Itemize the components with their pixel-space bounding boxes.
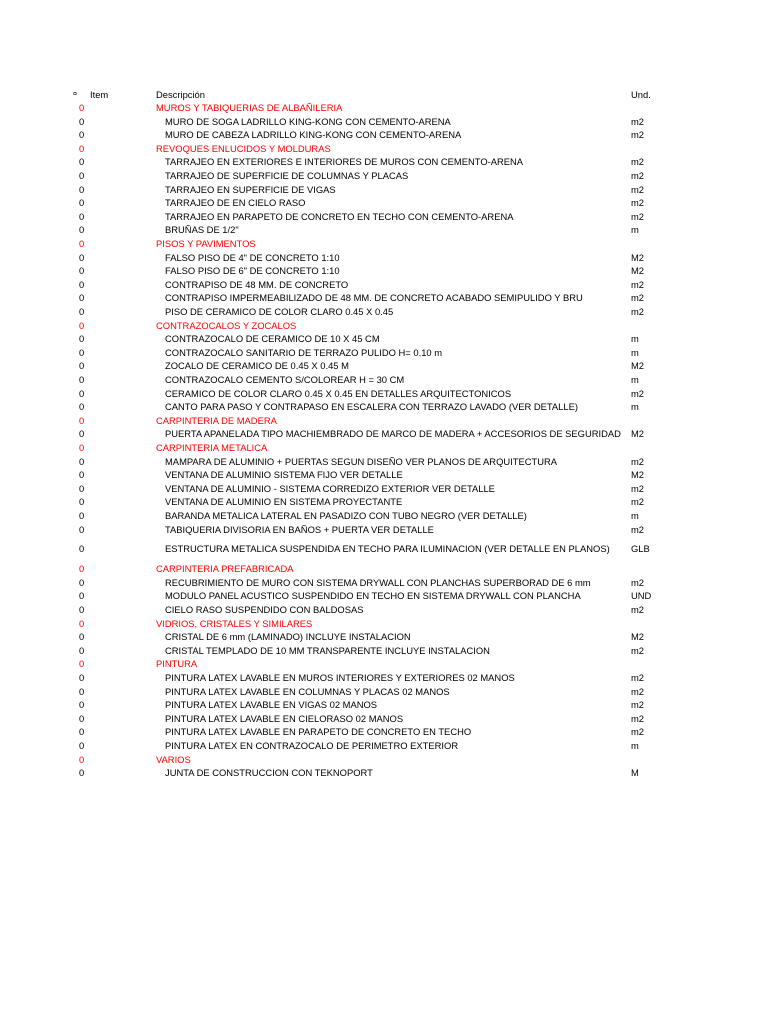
row-number: 0 [79,224,85,236]
table-row [0,264,768,277]
unit-cell: GLB [631,543,650,555]
table-row [0,155,768,168]
row-number: 0 [79,183,85,195]
row-number: 0 [79,496,85,508]
item-description: CONTRAPISO IMPERMEABILIZADO DE 48 MM. DE CONCRETO ACABADO SEMIPULIDO Y BRU [165,292,583,304]
row-number: 0 [79,102,85,113]
item-description: JUNTA DE CONSTRUCCION CON TEKNOPORT [165,767,373,779]
section-title: PISOS Y PAVIMENTOS [156,238,256,249]
unit-cell: m [631,740,639,751]
section-title: CARPINTERIA METALICA [156,442,268,453]
unit-cell: m2 [631,699,645,711]
item-description: CANTO PARA PASO Y CONTRAPASO EN ESCALERA CON TERRAZO LAVADO (VER DETALLE) [165,401,578,413]
item-description: PISO DE CERAMICO DE COLOR CLARO 0.45 X 0.45 [165,306,394,317]
table-row [0,251,768,264]
section-title: CARPINTERIA DE MADERA [156,414,277,426]
table-row [0,482,768,495]
row-number: 0 [79,265,85,277]
item-description: FALSO PISO DE 6" DE CONCRETO 1:10 [165,265,340,277]
item-description: CONTRAZOCALO CEMENTO S/COLOREAR H = 30 CM [165,374,405,385]
item-description: CIELO RASO SUSPENDIDO CON BALDOSAS [165,604,364,615]
table-row [0,589,768,602]
unit-cell: m2 [631,156,645,168]
item-description: PINTURA LATEX LAVABLE EN VIGAS 02 MANOS [165,699,378,711]
unit-cell: m [631,333,639,345]
row-number: 0 [79,631,85,643]
item-description: TABIQUERIA DIVISORIA EN BAÑOS + PUERTA VER DETALLE [165,523,434,535]
item-description: CONTRAZOCALO DE CERAMICO DE 10 X 45 CM [165,333,380,345]
row-number: 0 [79,428,85,440]
table-row [0,603,768,616]
row-number: 0 [79,699,85,711]
unit-cell: m2 [631,672,645,683]
row-number: 0 [79,482,85,494]
table-row [0,169,768,182]
row-number: 0 [79,251,85,263]
item-description: TARRAJEO DE SUPERFICIE DE COLUMNAS Y PLACAS [165,170,409,181]
row-number: 0 [79,115,85,127]
row-number: 0 [79,156,85,168]
unit-cell: M2 [631,251,645,263]
unit-cell: m [631,510,639,521]
row-number: 0 [79,767,85,779]
unit-cell: m2 [631,604,645,615]
table-row [0,400,768,413]
item-description: VENTANA DE ALUMINIO SISTEMA FIJO VER DETALLE [165,469,403,481]
item-description: CERAMICO DE COLOR CLARO 0.45 X 0.45 EN DETALLES ARQUITECTONICOS [165,387,512,399]
section-row [0,237,768,250]
row-number: 0 [79,543,85,555]
table-row [0,455,768,468]
item-description: RECUBRIMIENTO DE MURO CON SISTEMA DRYWALL CON PLANCHAS SUPERBORAD DE 6 mm [165,576,591,588]
item-description: PUERTA APANELADA TIPO MACHIEMBRADO DE MARCO DE MADERA + ACCESORIOS DE SEGURIDAD [165,428,621,440]
section-title: PINTURA [156,658,198,670]
item-description: PINTURA LATEX EN CONTRAZOCALO DE PERIMETRO EXTERIOR [165,740,459,751]
section-row [0,657,768,670]
header-marker: ¤ [73,91,77,98]
section-title: CONTRAZOCALOS Y ZOCALOS [156,319,297,331]
section-row [0,441,768,454]
row-number: 0 [79,346,85,358]
row-number: 0 [79,360,85,372]
unit-cell: m [631,224,639,236]
section-row [0,414,768,427]
row-number: 0 [79,455,85,467]
table-row [0,373,768,386]
table-row [0,210,768,223]
row-number: 0 [79,238,85,249]
table-row [0,291,768,304]
row-number: 0 [79,319,85,331]
item-description: MAMPARA DE ALUMINIO + PUERTAS SEGUN DISEÑO VER PLANOS DE ARQUITECTURA [165,455,558,467]
table-row [0,128,768,141]
unit-cell: m2 [631,576,645,588]
item-description: TARRAJEO EN PARAPETO DE CONCRETO EN TECHO CON CEMENTO-ARENA [165,210,514,222]
row-number: 0 [79,658,85,670]
item-description: CRISTAL DE 6 mm (LAMINADO) INCLUYE INSTALACION [165,631,411,643]
table-row [0,685,768,698]
table-row [0,223,768,236]
item-description: PINTURA LATEX LAVABLE EN PARAPETO DE CONCRETO EN TECHO [165,726,472,738]
section-row [0,101,768,114]
item-description: ESTRUCTURA METALICA SUSPENDIDA EN TECHO PARA ILUMINACION (VER DETALLE EN PLANOS) [165,543,610,555]
table-row [0,278,768,291]
unit-cell: m2 [631,685,645,697]
section-row [0,562,768,575]
item-description: VENTANA DE ALUMINIO - SISTEMA CORREDIZO EXTERIOR VER DETALLE [165,482,495,494]
row-number: 0 [79,726,85,738]
unit-cell: m2 [631,387,645,399]
table-row [0,725,768,738]
row-number: 0 [79,442,85,453]
unit-cell: m [631,374,639,385]
row-number: 0 [79,740,85,751]
row-number: 0 [79,129,85,141]
unit-cell: m2 [631,278,645,290]
row-number: 0 [79,170,85,181]
unit-cell: M2 [631,265,645,277]
unit-cell: m [631,346,639,358]
section-title: VARIOS [156,753,191,765]
item-description: TARRAJEO DE EN CIELO RASO [165,197,306,209]
item-description: MODULO PANEL ACUSTICO SUSPENDIDO EN TECHO EN SISTEMA DRYWALL CON PLANCHA [165,590,581,602]
table-row [0,427,768,440]
unit-cell: M2 [631,360,645,372]
unit-cell: M [631,767,639,779]
row-number: 0 [79,617,85,629]
row-number: 0 [79,333,85,345]
table-row [0,468,768,481]
row-number: 0 [79,197,85,209]
item-description: FALSO PISO DE 4" DE CONCRETO 1:10 [165,251,340,263]
unit-cell: m2 [631,170,645,181]
section-title: VIDRIOS, CRISTALES Y SIMILARES [156,617,313,629]
table-row [0,739,768,752]
header-und: Und. [631,89,651,100]
table-row [0,387,768,400]
header-item: Item [90,89,109,100]
unit-cell: m2 [631,115,645,127]
table-row [0,576,768,589]
row-number: 0 [79,563,85,575]
unit-cell: m2 [631,306,645,317]
item-description: VENTANA DE ALUMINIO EN SISTEMA PROYECTANTE [165,496,403,508]
item-description: MURO DE CABEZA LADRILLO KING-KONG CON CEMENTO-ARENA [165,129,462,141]
row-number: 0 [79,604,85,615]
section-row [0,753,768,766]
row-number: 0 [79,672,85,683]
unit-cell: m2 [631,644,645,656]
row-number: 0 [79,142,85,154]
unit-cell: m2 [631,712,645,724]
table-row [0,183,768,196]
table-row [0,509,768,522]
table-row [0,542,768,555]
row-number: 0 [79,387,85,399]
row-number: 0 [79,510,85,521]
unit-cell: M2 [631,469,645,481]
table-row [0,115,768,128]
unit-cell: m [631,401,639,413]
section-title: MUROS Y TABIQUERIAS DE ALBAÑILERIA [156,102,343,113]
unit-cell: m2 [631,129,645,141]
row-number: 0 [79,414,85,426]
header-descripcion: Descripción [156,89,205,100]
row-number: 0 [79,374,85,385]
unit-cell: m2 [631,482,645,494]
section-title: CARPINTERIA PREFABRICADA [156,563,294,575]
table-row [0,359,768,372]
row-number: 0 [79,712,85,724]
section-title: REVOQUES ENLUCIDOS Y MOLDURAS [156,142,331,154]
table-row [0,698,768,711]
row-number: 0 [79,685,85,697]
header-row [0,88,768,101]
unit-cell: m2 [631,496,645,508]
row-number: 0 [79,469,85,481]
row-number: 0 [79,278,85,290]
item-description: TARRAJEO EN EXTERIORES E INTERIORES DE MUROS CON CEMENTO-ARENA [165,156,524,168]
table-row [0,671,768,684]
unit-cell: m2 [631,292,645,304]
unit-cell: m2 [631,197,645,209]
table-row [0,644,768,657]
unit-cell: m2 [631,523,645,535]
item-description: BRUÑAS DE 1/2" [165,224,239,236]
unit-cell: m2 [631,726,645,738]
item-description: MURO DE SOGA LADRILLO KING-KONG CON CEMENTO-ARENA [165,115,451,127]
item-description: PINTURA LATEX LAVABLE EN MUROS INTERIORES Y EXTERIORES 02 MANOS [165,672,515,683]
row-number: 0 [79,210,85,222]
unit-cell: m2 [631,455,645,467]
table-row [0,523,768,536]
item-description: PINTURA LATEX LAVABLE EN COLUMNAS Y PLACAS 02 MANOS [165,685,450,697]
unit-cell: m2 [631,183,645,195]
item-description: CONTRAPISO DE 48 MM. DE CONCRETO [165,278,349,290]
table-row [0,712,768,725]
row-number: 0 [79,644,85,656]
table-row [0,766,768,779]
item-description: ZOCALO DE CERAMICO DE 0.45 X 0.45 M [165,360,349,372]
row-number: 0 [79,401,85,413]
table-row [0,305,768,318]
section-row [0,142,768,155]
unit-cell: M2 [631,428,645,440]
item-description: CONTRAZOCALO SANITARIO DE TERRAZO PULIDO H= 0.10 m [165,346,443,358]
section-row [0,617,768,630]
item-description: TARRAJEO EN SUPERFICIE DE VIGAS [165,183,336,195]
item-description: PINTURA LATEX LAVABLE EN CIELORASO 02 MANOS [165,712,404,724]
unit-cell: m2 [631,210,645,222]
row-number: 0 [79,753,85,765]
table-row [0,495,768,508]
row-number: 0 [79,590,85,602]
row-number: 0 [79,523,85,535]
row-number: 0 [79,292,85,304]
row-number: 0 [79,576,85,588]
item-description: CRISTAL TEMPLADO DE 10 MM TRANSPARENTE INCLUYE INSTALACION [165,644,490,656]
unit-cell: M2 [631,631,645,643]
table-row [0,332,768,345]
table-row [0,630,768,643]
unit-cell: UND [631,590,652,602]
item-description: BARANDA METALICA LATERAL EN PASADIZO CON TUBO NEGRO (VER DETALLE) [165,510,527,521]
section-row [0,319,768,332]
table-row [0,346,768,359]
table-row [0,196,768,209]
row-number: 0 [79,306,85,317]
